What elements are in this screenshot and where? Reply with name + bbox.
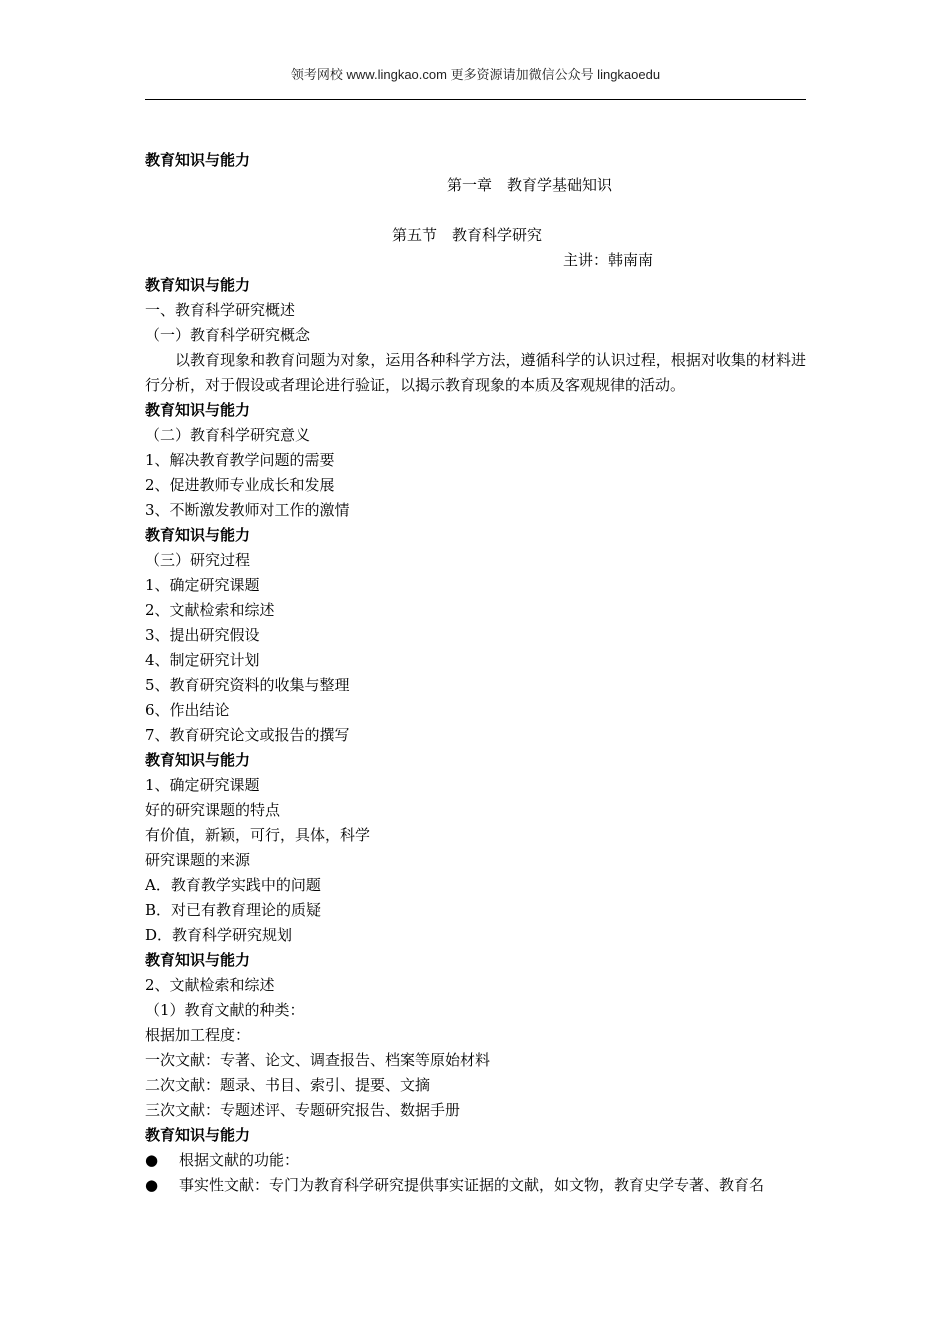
list-item: 1、确定研究课题: [145, 576, 260, 594]
course-label: 教育知识与能力: [145, 401, 251, 419]
subsection-heading: （二）教育科学研究意义: [145, 426, 311, 444]
text-line: 三次文献：专题述评、专题研究报告、数据手册: [145, 1101, 461, 1119]
text-line: （1）教育文献的种类：: [145, 1001, 305, 1019]
bullet-dot-icon: ●: [145, 1176, 159, 1194]
course-label: 教育知识与能力: [145, 1126, 251, 1144]
text-line: 一次文献：专著、论文、调查报告、档案等原始材料: [145, 1051, 491, 1069]
subsection-heading: 1、确定研究课题: [145, 776, 260, 794]
bullet-text: 事实性文献：专门为教育科学研究提供事实证据的文献，如文物，教育史学专著、教育名: [179, 1176, 765, 1194]
text-line: 有价值，新颖，可行，具体，科学: [145, 826, 371, 844]
list-item: 5、教育研究资料的收集与整理: [145, 676, 350, 694]
text-line: D．教育科学研究规划: [145, 926, 293, 944]
text-line: 好的研究课题的特点: [145, 801, 281, 819]
subsection-heading: （三）研究过程: [145, 551, 251, 569]
bullet-item: [145, 1173, 806, 1198]
subsection-heading: （一）教育科学研究概念: [145, 326, 311, 344]
section-heading: 一、教育科学研究概述: [145, 301, 296, 319]
list-item: 1、解决教育教学问题的需要: [145, 451, 335, 469]
bullet-item: [145, 1148, 806, 1173]
list-item: 3、提出研究假设: [145, 626, 260, 644]
course-label: 教育知识与能力: [145, 276, 251, 294]
course-label: 教育知识与能力: [145, 526, 251, 544]
header-divider: [145, 99, 806, 100]
text-line: B．对已有教育理论的质疑: [145, 901, 322, 919]
course-label: 教育知识与能力: [145, 751, 251, 769]
text-line: 二次文献：题录、书目、索引、提要、文摘: [145, 1076, 431, 1094]
text-line: 研究课题的来源: [145, 851, 251, 869]
text-line: A．教育教学实践中的问题: [145, 876, 321, 894]
page-header: 领考网校 www.lingkao.com 更多资源请加微信公众号 lingkaoedu: [290, 67, 661, 82]
subsection-heading: 2、文献检索和综述: [145, 976, 275, 994]
document-body: [145, 148, 806, 1198]
section-title: 第五节 教育科学研究: [392, 226, 543, 244]
lecturer: 主讲：韩南南: [563, 251, 654, 269]
course-label: 教育知识与能力: [145, 151, 251, 169]
list-item: 3、不断激发教师对工作的激情: [145, 501, 350, 519]
spacer: [145, 198, 806, 223]
chapter-title: 第一章 教育学基础知识: [447, 176, 613, 194]
list-item: 6、作出结论: [145, 701, 230, 719]
bullet-dot-icon: ●: [145, 1151, 159, 1169]
text-line: 根据加工程度：: [145, 1026, 251, 1044]
bullet-text: 根据文献的功能：: [179, 1151, 300, 1169]
concept-paragraph: 以教育现象和教育问题为对象，运用各种科学方法，遵循科学的认识过程，根据对收集的材料进行分析，对于假设或者理论进行验证，以揭示教育现象的本质及客观规律的活动。: [145, 351, 806, 394]
list-item: 2、促进教师专业成长和发展: [145, 476, 335, 494]
list-item: 2、文献检索和综述: [145, 601, 275, 619]
list-item: 4、制定研究计划: [145, 651, 260, 669]
course-label: 教育知识与能力: [145, 951, 251, 969]
list-item: 7、教育研究论文或报告的撰写: [145, 726, 350, 744]
